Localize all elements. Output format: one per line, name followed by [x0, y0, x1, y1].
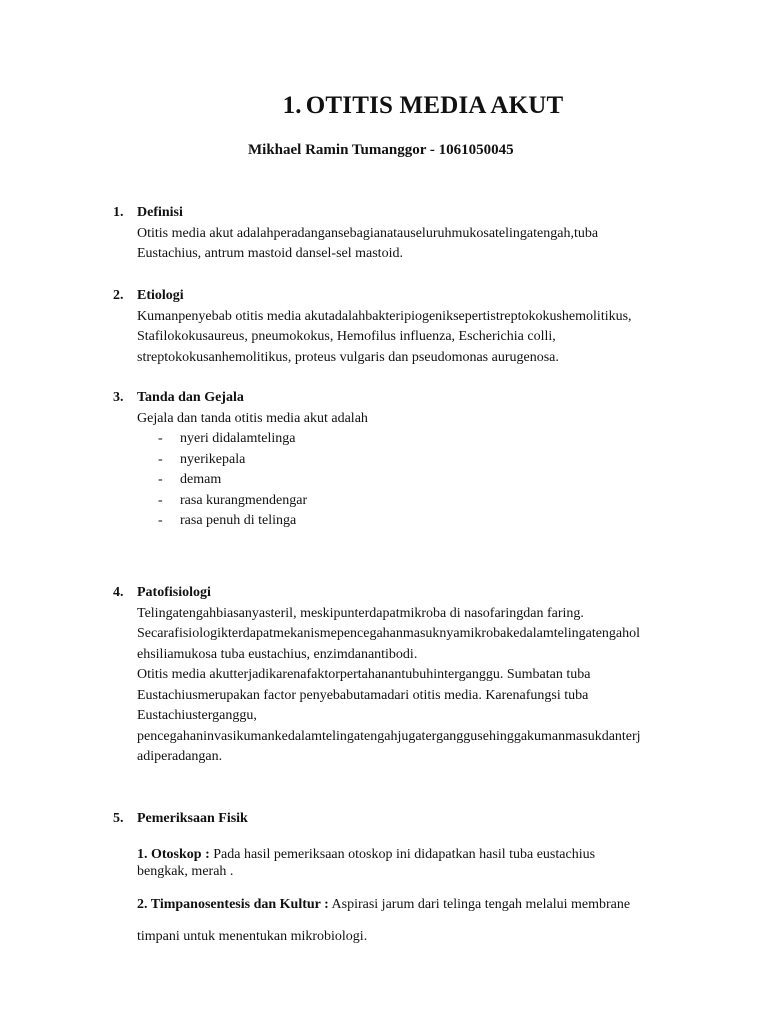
exam-item-otoskop — [137, 846, 673, 880]
section-title: Patofisiologi — [137, 585, 211, 600]
section-title: Pemeriksaan Fisik — [137, 811, 248, 826]
paragraph-line: pencegahaninvasikumankedalamtelingatengahjugaterganggusehinggakumanmasukdanterj — [137, 728, 641, 744]
section-title: Etiologi — [137, 288, 184, 303]
section-patofisiologi — [113, 583, 673, 768]
author-line: Mikhael Ramin Tumanggor - 1061050045 — [248, 142, 514, 158]
section-heading — [113, 203, 673, 224]
section-tanda-gejala — [113, 388, 673, 532]
list-item-text: rasa kurangmendengar — [180, 492, 308, 508]
paragraph-line: Otitis media akut adalahperadangansebagianatauseluruhmukosatelingatengah,tuba — [137, 225, 599, 241]
paragraph-line: Otitis media akutterjadikarenafaktorpertahanantubuhinterganggu. Sumbatan tuba — [137, 667, 591, 682]
symptom-list — [137, 429, 673, 532]
section-heading — [113, 809, 673, 830]
paragraph-line: Eustachiusterganggu, — [137, 708, 257, 723]
section-title: Definisi — [137, 205, 183, 220]
list-item-text: nyeri didalamtelinga — [180, 431, 296, 446]
exam-item-text: Aspirasi jarum dari telinga tengah melalui membrane — [331, 896, 631, 912]
exam-item-label: 2. Timpanosentesis dan Kultur : — [137, 896, 329, 912]
section-etiologi — [113, 286, 673, 368]
paragraph-line: Eustachius, antrum mastoid dansel-sel mastoid. — [137, 246, 403, 261]
section-pemeriksaan-fisik — [113, 809, 673, 953]
section-number: 4. — [113, 585, 124, 600]
paragraph-line: adiperadangan. — [137, 749, 223, 764]
document-title — [0, 92, 768, 120]
paragraph-line: Stafilokokusaureus, pneumokokus, Hemofilus influenza, Escherichia colli, — [137, 329, 556, 344]
exam-item-timpanosentesis — [137, 889, 673, 953]
paragraph-line: ehsiliamukosa tuba eustachius, enzimdanantibodi. — [137, 646, 418, 662]
bullet-marker: - — [158, 492, 163, 508]
bullet-marker: - — [158, 513, 163, 528]
section-heading — [113, 286, 673, 307]
bullet-marker: - — [158, 431, 163, 446]
paragraph-line: Kumanpenyebab otitis media akutadalahbakteripiogeniksepertistreptokokushemolitikus, — [137, 308, 632, 324]
paragraph-line: Telingatengahbiasanyasteril, meskipunterdapatmikroba di nasofaringdan faring. — [137, 605, 584, 621]
section-number: 5. — [113, 811, 124, 826]
section-number: 2. — [113, 288, 124, 303]
list-item — [137, 491, 673, 512]
title-text: OTITIS MEDIA AKUT — [305, 92, 564, 119]
paragraph-line: Secarafisiologikterdapatmekanismepencegahanmasuknyamikrobakedalamtelingatengahol — [137, 626, 641, 641]
section-title: Tanda dan Gejala — [137, 390, 244, 405]
section-heading — [113, 388, 673, 409]
exam-item-text-cont: bengkak, merah . — [137, 863, 234, 879]
bullet-marker: - — [158, 451, 163, 467]
list-item — [137, 429, 673, 450]
list-item — [137, 470, 673, 491]
list-item-text: nyerikepala — [180, 451, 246, 467]
bullet-marker: - — [158, 472, 163, 487]
list-item — [137, 450, 673, 471]
list-item-text: demam — [180, 472, 222, 487]
title-number: 1. — [282, 92, 302, 119]
section-heading — [113, 583, 673, 604]
exam-item-text-cont: timpani untuk menentukan mikrobiologi. — [137, 928, 368, 944]
exam-item-label: 1. Otoskop : — [137, 846, 210, 862]
list-item-text: rasa penuh di telinga — [180, 513, 297, 528]
section-number: 3. — [113, 390, 124, 405]
paragraph-line: Eustachiusmerupakan factor penyebabutamadari otitis media. Karenafungsi tuba — [137, 687, 589, 703]
list-item — [137, 511, 673, 532]
paragraph-line: Gejala dan tanda otitis media akut adalah — [137, 410, 368, 426]
section-definisi — [113, 203, 673, 265]
paragraph-line: streptokokusanhemolitikus, proteus vulgaris dan pseudomonas aurugenosa. — [137, 349, 559, 365]
section-number: 1. — [113, 205, 124, 220]
exam-item-text: Pada hasil pemeriksaan otoskop ini didapatkan hasil tuba eustachius — [213, 846, 596, 862]
